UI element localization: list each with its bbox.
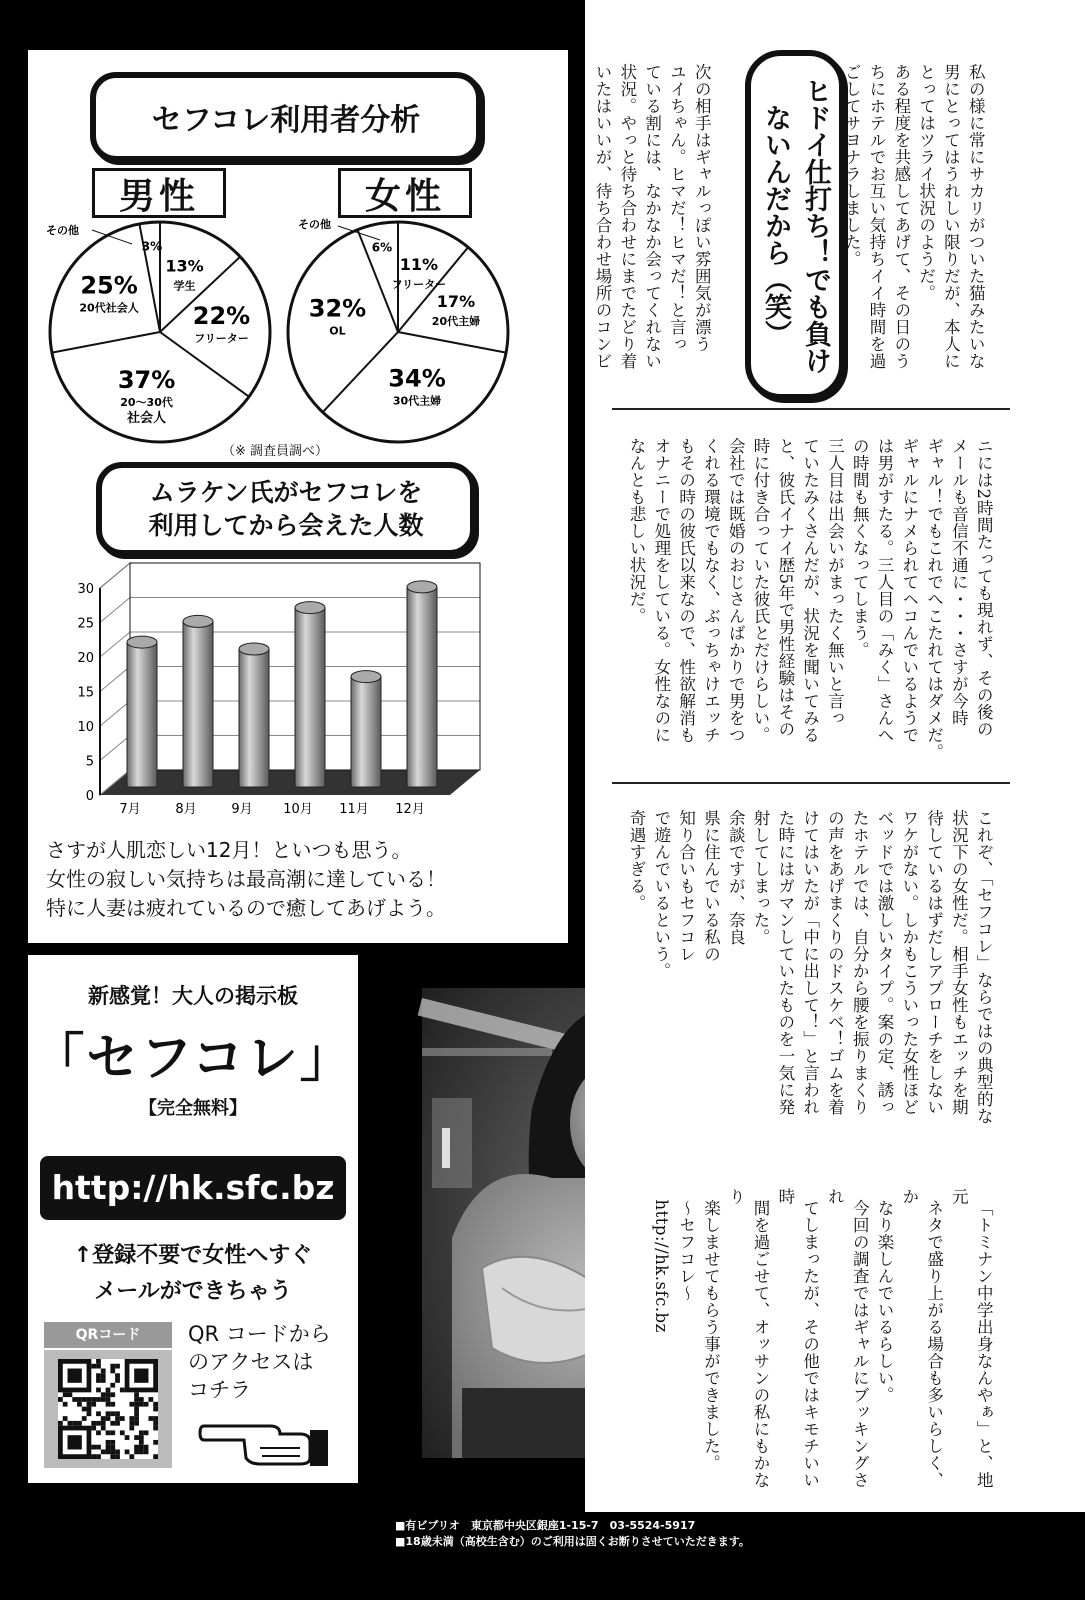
article-col-d bbox=[600, 798, 1020, 1138]
bar-xtick-1: 8月 bbox=[175, 802, 197, 817]
col-e-line6: 間を過ごせて、オッサンの私にもかなり bbox=[726, 1188, 771, 1489]
qr-module bbox=[125, 1435, 130, 1440]
caption-line3: 特に人妻は疲れているので癒してあげよう。 bbox=[46, 896, 446, 920]
qr-module bbox=[91, 1445, 96, 1450]
bar-xtick-3: 10月 bbox=[283, 802, 313, 817]
qr-module bbox=[101, 1416, 106, 1421]
ad-sub2: メールができちゃう bbox=[94, 1279, 292, 1304]
qr-module bbox=[115, 1421, 120, 1426]
col-a-line1: 私の様に常にサカリがついた猫みたいな bbox=[966, 63, 986, 370]
qr-code-icon bbox=[58, 1359, 158, 1459]
qr-module bbox=[96, 1445, 101, 1450]
bar-8月 bbox=[183, 621, 213, 787]
footer-publisher: ■有ビブリオ 東京都中央区銀座1-15-7 03-5524-5917 bbox=[395, 1519, 696, 1532]
col-c-line4: ギャルにナメられてヘコんでいるようで bbox=[899, 437, 919, 744]
bar-xtick-4: 11月 bbox=[339, 802, 369, 817]
qr-module bbox=[148, 1397, 153, 1402]
qr-module bbox=[101, 1421, 106, 1426]
qr-module bbox=[134, 1416, 139, 1421]
qr-module bbox=[87, 1407, 92, 1412]
bar-ytick-6: 30 bbox=[77, 582, 94, 597]
female-slice-pct-1: 11% bbox=[399, 255, 439, 275]
qr-module bbox=[87, 1397, 92, 1402]
col-c-line14: オナニーで処理をしている。女性なのに bbox=[651, 437, 671, 744]
ad-url[interactable]: http://hk.sfc.bz bbox=[40, 1156, 346, 1220]
qr-module bbox=[77, 1421, 82, 1426]
female-slice-pct-0: 6% bbox=[371, 240, 393, 255]
qr-module bbox=[58, 1421, 63, 1426]
qr-module bbox=[153, 1402, 158, 1407]
qr-module bbox=[139, 1397, 144, 1402]
qr-module bbox=[96, 1359, 101, 1364]
bar-top-10月 bbox=[295, 602, 325, 614]
qr-module bbox=[129, 1416, 134, 1421]
col-a-line6: ごしてサヨナラしました。 bbox=[842, 63, 862, 268]
qr-text-line2: のアクセスは bbox=[188, 1350, 314, 1374]
qr-module bbox=[134, 1421, 139, 1426]
col-c-line8: ていたみくさんだが、状況を聞いてみる bbox=[800, 437, 820, 744]
qr-module bbox=[134, 1411, 139, 1416]
qr-module bbox=[134, 1392, 139, 1397]
col-d-line8: けてはいたが「中に出して！」と言われ bbox=[800, 809, 820, 1116]
col-d-line5: ベッドでは激しいタイプ。案の定、誘っ bbox=[875, 809, 895, 1116]
qr-module bbox=[144, 1430, 149, 1435]
qr-text bbox=[188, 1320, 331, 1404]
qr-module bbox=[120, 1388, 125, 1393]
article-heading-box bbox=[745, 50, 845, 400]
col-c-line6: の時間も無くなってしまう。 bbox=[850, 437, 870, 659]
col-c-line9: と、彼氏イナイ歴5年で男性経験はその bbox=[775, 437, 795, 738]
qr-label: QRコード bbox=[44, 1322, 172, 1348]
female-label: 女性 bbox=[338, 168, 472, 218]
qr-module bbox=[101, 1378, 106, 1383]
survey-note: （※ 調査員調べ） bbox=[222, 444, 329, 459]
bar-ytick-4: 20 bbox=[77, 651, 94, 666]
female-slice-label-3: 30代主婦 bbox=[392, 394, 442, 408]
col-d-line10: 射してしまった。 bbox=[751, 809, 771, 946]
col-c-line2: メールも音信不通に・・・さすが今時 bbox=[949, 437, 969, 727]
col-d-line7: の声をあげまくりのドスケベ！ゴムを着 bbox=[825, 809, 845, 1116]
male-other-label: その他 bbox=[46, 224, 79, 237]
col-e-line4: 今回の調査ではギャルにブッキングされ bbox=[825, 1188, 870, 1489]
female-slice-label-1: フリーター bbox=[391, 278, 447, 292]
col-c-line10: 時に付き合っていた彼氏とだけらしい。 bbox=[751, 437, 771, 744]
divider-1 bbox=[612, 408, 1010, 410]
qr-module bbox=[96, 1364, 101, 1369]
qr-module bbox=[110, 1440, 115, 1445]
col-c-line11: 会社では既婚のおじさんばかりで男をつ bbox=[726, 437, 746, 744]
qr-module bbox=[87, 1402, 92, 1407]
qr-module bbox=[96, 1430, 101, 1435]
qr-module bbox=[63, 1416, 68, 1421]
bar-top-11月 bbox=[351, 671, 381, 683]
qr-module bbox=[110, 1383, 115, 1388]
col-d-line11: 余談ですが、奈良 bbox=[726, 809, 746, 946]
qr-module bbox=[96, 1378, 101, 1383]
col-d-line4: ワケがない。しかもこういった女性ほど bbox=[899, 809, 919, 1116]
qr-module bbox=[63, 1392, 68, 1397]
qr-module bbox=[72, 1397, 77, 1402]
bar-xtick-0: 7月 bbox=[119, 802, 141, 817]
qr-module bbox=[134, 1397, 139, 1402]
qr-module bbox=[110, 1454, 115, 1459]
col-e-line7: 楽しませてもらう事ができました。 bbox=[701, 1199, 721, 1472]
col-c-line5: は男がすたる。三人目の「みく」さんへ bbox=[875, 437, 895, 744]
col-a-line5: ちにホテルでお互い気持ちイイ時間を過 bbox=[867, 63, 887, 370]
male-slice-label-1: 学生 bbox=[173, 279, 196, 293]
col-e-line2: ネタで盛り上がる場合も多いらしく、か bbox=[899, 1188, 944, 1489]
pie-charts bbox=[30, 210, 565, 470]
qr-module bbox=[101, 1373, 106, 1378]
qr-module bbox=[110, 1421, 115, 1426]
qr-module bbox=[153, 1426, 158, 1431]
col-c-line7: 三人目は出会いがまったく無いと言っ bbox=[825, 437, 845, 727]
bar-12月 bbox=[407, 587, 437, 787]
qr-text-line3: コチラ bbox=[188, 1378, 251, 1402]
qr-module bbox=[139, 1430, 144, 1435]
qr-module bbox=[134, 1407, 139, 1412]
qr-module bbox=[115, 1411, 120, 1416]
bar-ytick-5: 25 bbox=[77, 616, 94, 632]
qr-module bbox=[91, 1402, 96, 1407]
col-a-line2: 男にとってはうれしい限りだが、本人に bbox=[941, 63, 961, 370]
bar-xtick-2: 9月 bbox=[231, 802, 253, 817]
bar-9月 bbox=[239, 649, 269, 787]
col-d-line3: 待しているはずだしアプローチをしない bbox=[924, 809, 944, 1116]
col-c-line3: ギャル！でもこれでへこたれてはダメだ。 bbox=[924, 437, 944, 761]
article-col-b bbox=[593, 52, 738, 392]
qr-module bbox=[106, 1397, 111, 1402]
chart-caption bbox=[46, 836, 566, 923]
female-slice-label-2: 20代主婦 bbox=[431, 315, 481, 329]
col-e-line5: てしまったが、その他ではキモチいい時 bbox=[775, 1188, 820, 1489]
qr-module bbox=[106, 1416, 111, 1421]
qr-module bbox=[139, 1435, 144, 1440]
article-col-e bbox=[651, 1188, 1020, 1496]
qr-module bbox=[106, 1440, 111, 1445]
chart-title-line1: ムラケン氏がセフコレを bbox=[149, 478, 423, 507]
col-e-line9[interactable]: http://hk.sfc.bz bbox=[651, 1199, 671, 1333]
qr-module bbox=[110, 1449, 115, 1454]
qr-module bbox=[148, 1416, 153, 1421]
qr-module bbox=[110, 1445, 115, 1450]
qr-module bbox=[153, 1407, 158, 1412]
bar-ytick-2: 10 bbox=[77, 720, 94, 735]
qr-module bbox=[129, 1426, 134, 1431]
qr-module bbox=[134, 1449, 139, 1454]
caption-line2: 女性の寂しい気持ちは最高潮に達している！ bbox=[46, 867, 446, 891]
qr-module bbox=[139, 1440, 144, 1445]
qr-module bbox=[129, 1421, 134, 1426]
qr-module bbox=[115, 1364, 120, 1369]
qr-module bbox=[96, 1454, 101, 1459]
bar-10月 bbox=[295, 608, 325, 787]
qr-module bbox=[120, 1430, 125, 1435]
qr-module bbox=[144, 1449, 149, 1454]
female-slice-label-4: OL bbox=[329, 324, 346, 338]
qr-module bbox=[91, 1421, 96, 1426]
qr-module bbox=[144, 1445, 149, 1450]
bar-top-9月 bbox=[239, 643, 269, 655]
qr-module bbox=[91, 1364, 96, 1369]
male-slice-label-4: 20代社会人 bbox=[79, 301, 139, 315]
ad-free-label: 【完全無料】 bbox=[139, 1098, 247, 1119]
col-b-line2: ユイちゃん。ヒマだ！ヒマだ！と言っ bbox=[667, 63, 687, 353]
ad-headline: 新感覚！大人の掲示板 bbox=[88, 984, 298, 1008]
footer-age-notice: ■18歳未満（高校生含む）のご利用は固くお断りさせていただきます。 bbox=[395, 1535, 750, 1548]
qr-module bbox=[77, 1402, 82, 1407]
qr-module bbox=[68, 1421, 73, 1426]
chart-title bbox=[96, 462, 476, 556]
col-d-line1: これぞ、「セフコレ」ならではの典型的な bbox=[974, 809, 994, 1125]
chart-title-line2: 利用してから会えた人数 bbox=[148, 511, 424, 540]
qr-module bbox=[101, 1392, 106, 1397]
qr-module bbox=[106, 1388, 111, 1393]
qr-module bbox=[91, 1426, 96, 1431]
col-c-line12: くれる環境でもなく、ぶっちゃけエッチ bbox=[701, 437, 721, 744]
qr-module bbox=[153, 1454, 158, 1459]
qr-module bbox=[139, 1449, 144, 1454]
qr-module bbox=[129, 1402, 134, 1407]
bar-top-8月 bbox=[183, 615, 213, 627]
bar-7月 bbox=[127, 642, 157, 787]
male-slice-pct-1: 13% bbox=[165, 256, 204, 276]
male-slice-label-3: 20〜30代 bbox=[120, 396, 173, 410]
col-e-line8: 〜セフコレ〜 bbox=[676, 1199, 696, 1302]
male-label: 男性 bbox=[92, 168, 226, 218]
qr-module bbox=[115, 1378, 120, 1383]
bar-chart bbox=[60, 568, 480, 824]
pointing-hand-icon bbox=[200, 1408, 330, 1468]
qr-code[interactable] bbox=[44, 1350, 172, 1468]
qr-module bbox=[72, 1421, 77, 1426]
male-slice-pct-0: 3% bbox=[141, 239, 163, 254]
col-e-line1: 「トミナン中学出身なんやぁ」と、地元 bbox=[949, 1188, 994, 1489]
qr-module bbox=[77, 1397, 82, 1402]
qr-finder-center-1 bbox=[134, 1369, 148, 1383]
qr-module bbox=[139, 1445, 144, 1450]
qr-module bbox=[106, 1449, 111, 1454]
bar-top-12月 bbox=[407, 581, 437, 593]
qr-module bbox=[101, 1397, 106, 1402]
female-slice-pct-2: 17% bbox=[436, 292, 476, 312]
qr-module bbox=[144, 1402, 149, 1407]
col-b-line3: ている割には、なかなか会ってくれない bbox=[642, 63, 662, 370]
qr-module bbox=[87, 1411, 92, 1416]
bar-11月 bbox=[351, 677, 381, 787]
qr-module bbox=[82, 1407, 87, 1412]
bar-ytick-0: 0 bbox=[85, 789, 94, 804]
col-d-line12: 県に住んでいる私の bbox=[701, 809, 721, 963]
qr-module bbox=[63, 1402, 68, 1407]
divider-2 bbox=[612, 782, 1010, 784]
qr-module bbox=[110, 1430, 115, 1435]
female-slice-pct-3: 34% bbox=[388, 364, 446, 393]
col-b-line4: 状況。やっと待ち合わせにまでたどり着 bbox=[617, 63, 637, 370]
qr-module bbox=[58, 1397, 63, 1402]
female-slice-pct-4: 32% bbox=[308, 294, 367, 323]
qr-module bbox=[106, 1411, 111, 1416]
qr-module bbox=[106, 1402, 111, 1407]
qr-module bbox=[110, 1411, 115, 1416]
col-d-line14: で遊んでいるという。 bbox=[651, 809, 671, 980]
col-c-line13: もその時の彼氏以来なので、性欲解消も bbox=[676, 437, 696, 744]
qr-module bbox=[110, 1364, 115, 1369]
qr-module bbox=[91, 1454, 96, 1459]
stats-title: セフコレ利用者分析 bbox=[90, 72, 482, 162]
qr-module bbox=[139, 1402, 144, 1407]
col-b-line5: いたはいいが、待ち合わせ場所のコンビ bbox=[593, 63, 613, 370]
col-d-line13: 知り合いもセフコレ bbox=[676, 809, 696, 963]
col-c-line15: なんとも悲しい状況だ。 bbox=[627, 437, 647, 625]
col-d-line2: 状況下の女性だ。相手女性もエッチを期 bbox=[949, 809, 969, 1116]
qr-module bbox=[110, 1392, 115, 1397]
col-d-line9: た時にはガマンしていたものを一気に発 bbox=[775, 809, 795, 1116]
qr-module bbox=[82, 1416, 87, 1421]
qr-module bbox=[106, 1392, 111, 1397]
qr-module bbox=[134, 1445, 139, 1450]
bar-xtick-5: 12月 bbox=[395, 802, 425, 817]
article-col-a bbox=[842, 52, 1012, 392]
col-c-line1: ニには2時間たっても現れず、その後の bbox=[974, 437, 994, 738]
caption-line1: さすが人肌恋しい12月！といつも思う。 bbox=[46, 838, 412, 862]
male-slice-pct-2: 22% bbox=[192, 302, 251, 331]
qr-module bbox=[153, 1421, 158, 1426]
male-slice-pct-3: 37% bbox=[117, 366, 176, 395]
qr-module bbox=[110, 1402, 115, 1407]
qr-module bbox=[96, 1411, 101, 1416]
qr-text-line1: QR コードから bbox=[188, 1322, 331, 1346]
col-a-line3: とってはツライ状況のようだ。 bbox=[916, 63, 936, 302]
qr-module bbox=[153, 1440, 158, 1445]
qr-module bbox=[129, 1454, 134, 1459]
ad-sub1: ↑登録不要で女性へすぐ bbox=[73, 1243, 313, 1268]
qr-module bbox=[134, 1435, 139, 1440]
qr-module bbox=[110, 1369, 115, 1374]
col-d-line15: 奇遇すぎる。 bbox=[627, 809, 647, 912]
qr-module bbox=[106, 1430, 111, 1435]
qr-module bbox=[101, 1426, 106, 1431]
qr-module bbox=[101, 1449, 106, 1454]
qr-module bbox=[82, 1397, 87, 1402]
bar-ytick-3: 15 bbox=[77, 685, 94, 701]
qr-module bbox=[134, 1402, 139, 1407]
qr-module bbox=[115, 1454, 120, 1459]
qr-module bbox=[96, 1388, 101, 1393]
qr-module bbox=[106, 1445, 111, 1450]
qr-finder-center-2 bbox=[68, 1435, 82, 1449]
bar-ytick-1: 5 bbox=[85, 754, 94, 770]
bar-top-7月 bbox=[127, 636, 157, 648]
qr-module bbox=[115, 1416, 120, 1421]
qr-module bbox=[125, 1449, 130, 1454]
article-heading: ヒドイ仕打ち！でも負けないんだから（笑） bbox=[760, 76, 831, 374]
qr-module bbox=[120, 1416, 125, 1421]
qr-finder-center-0 bbox=[68, 1369, 82, 1383]
col-d-line6: たホテルでは、自分から腰を振りまくり bbox=[850, 809, 870, 1116]
female-pie-chart bbox=[288, 222, 508, 442]
qr-module bbox=[153, 1416, 158, 1421]
article-col-c bbox=[600, 426, 1020, 764]
male-slice-pct-4: 25% bbox=[80, 271, 138, 300]
qr-module bbox=[115, 1373, 120, 1378]
male-slice-label2-3: 社会人 bbox=[127, 411, 167, 427]
ad-service-name: 「セフコレ」 bbox=[32, 1029, 354, 1089]
col-b-line1: 次の相手はギャルっぽい雰囲気が漂う bbox=[692, 63, 712, 353]
qr-module bbox=[96, 1397, 101, 1402]
qr-module bbox=[96, 1421, 101, 1426]
qr-module bbox=[91, 1397, 96, 1402]
qr-module bbox=[115, 1449, 120, 1454]
qr-module bbox=[101, 1369, 106, 1374]
male-slice-label-2: フリーター bbox=[194, 332, 249, 346]
female-other-label: その他 bbox=[298, 218, 331, 231]
qr-module bbox=[68, 1392, 73, 1397]
col-e-line3: なり楽しんでいるらしい。 bbox=[875, 1199, 895, 1404]
col-a-line4: ある程度を共感してあげて、その日のう bbox=[891, 63, 911, 370]
qr-module bbox=[96, 1373, 101, 1378]
